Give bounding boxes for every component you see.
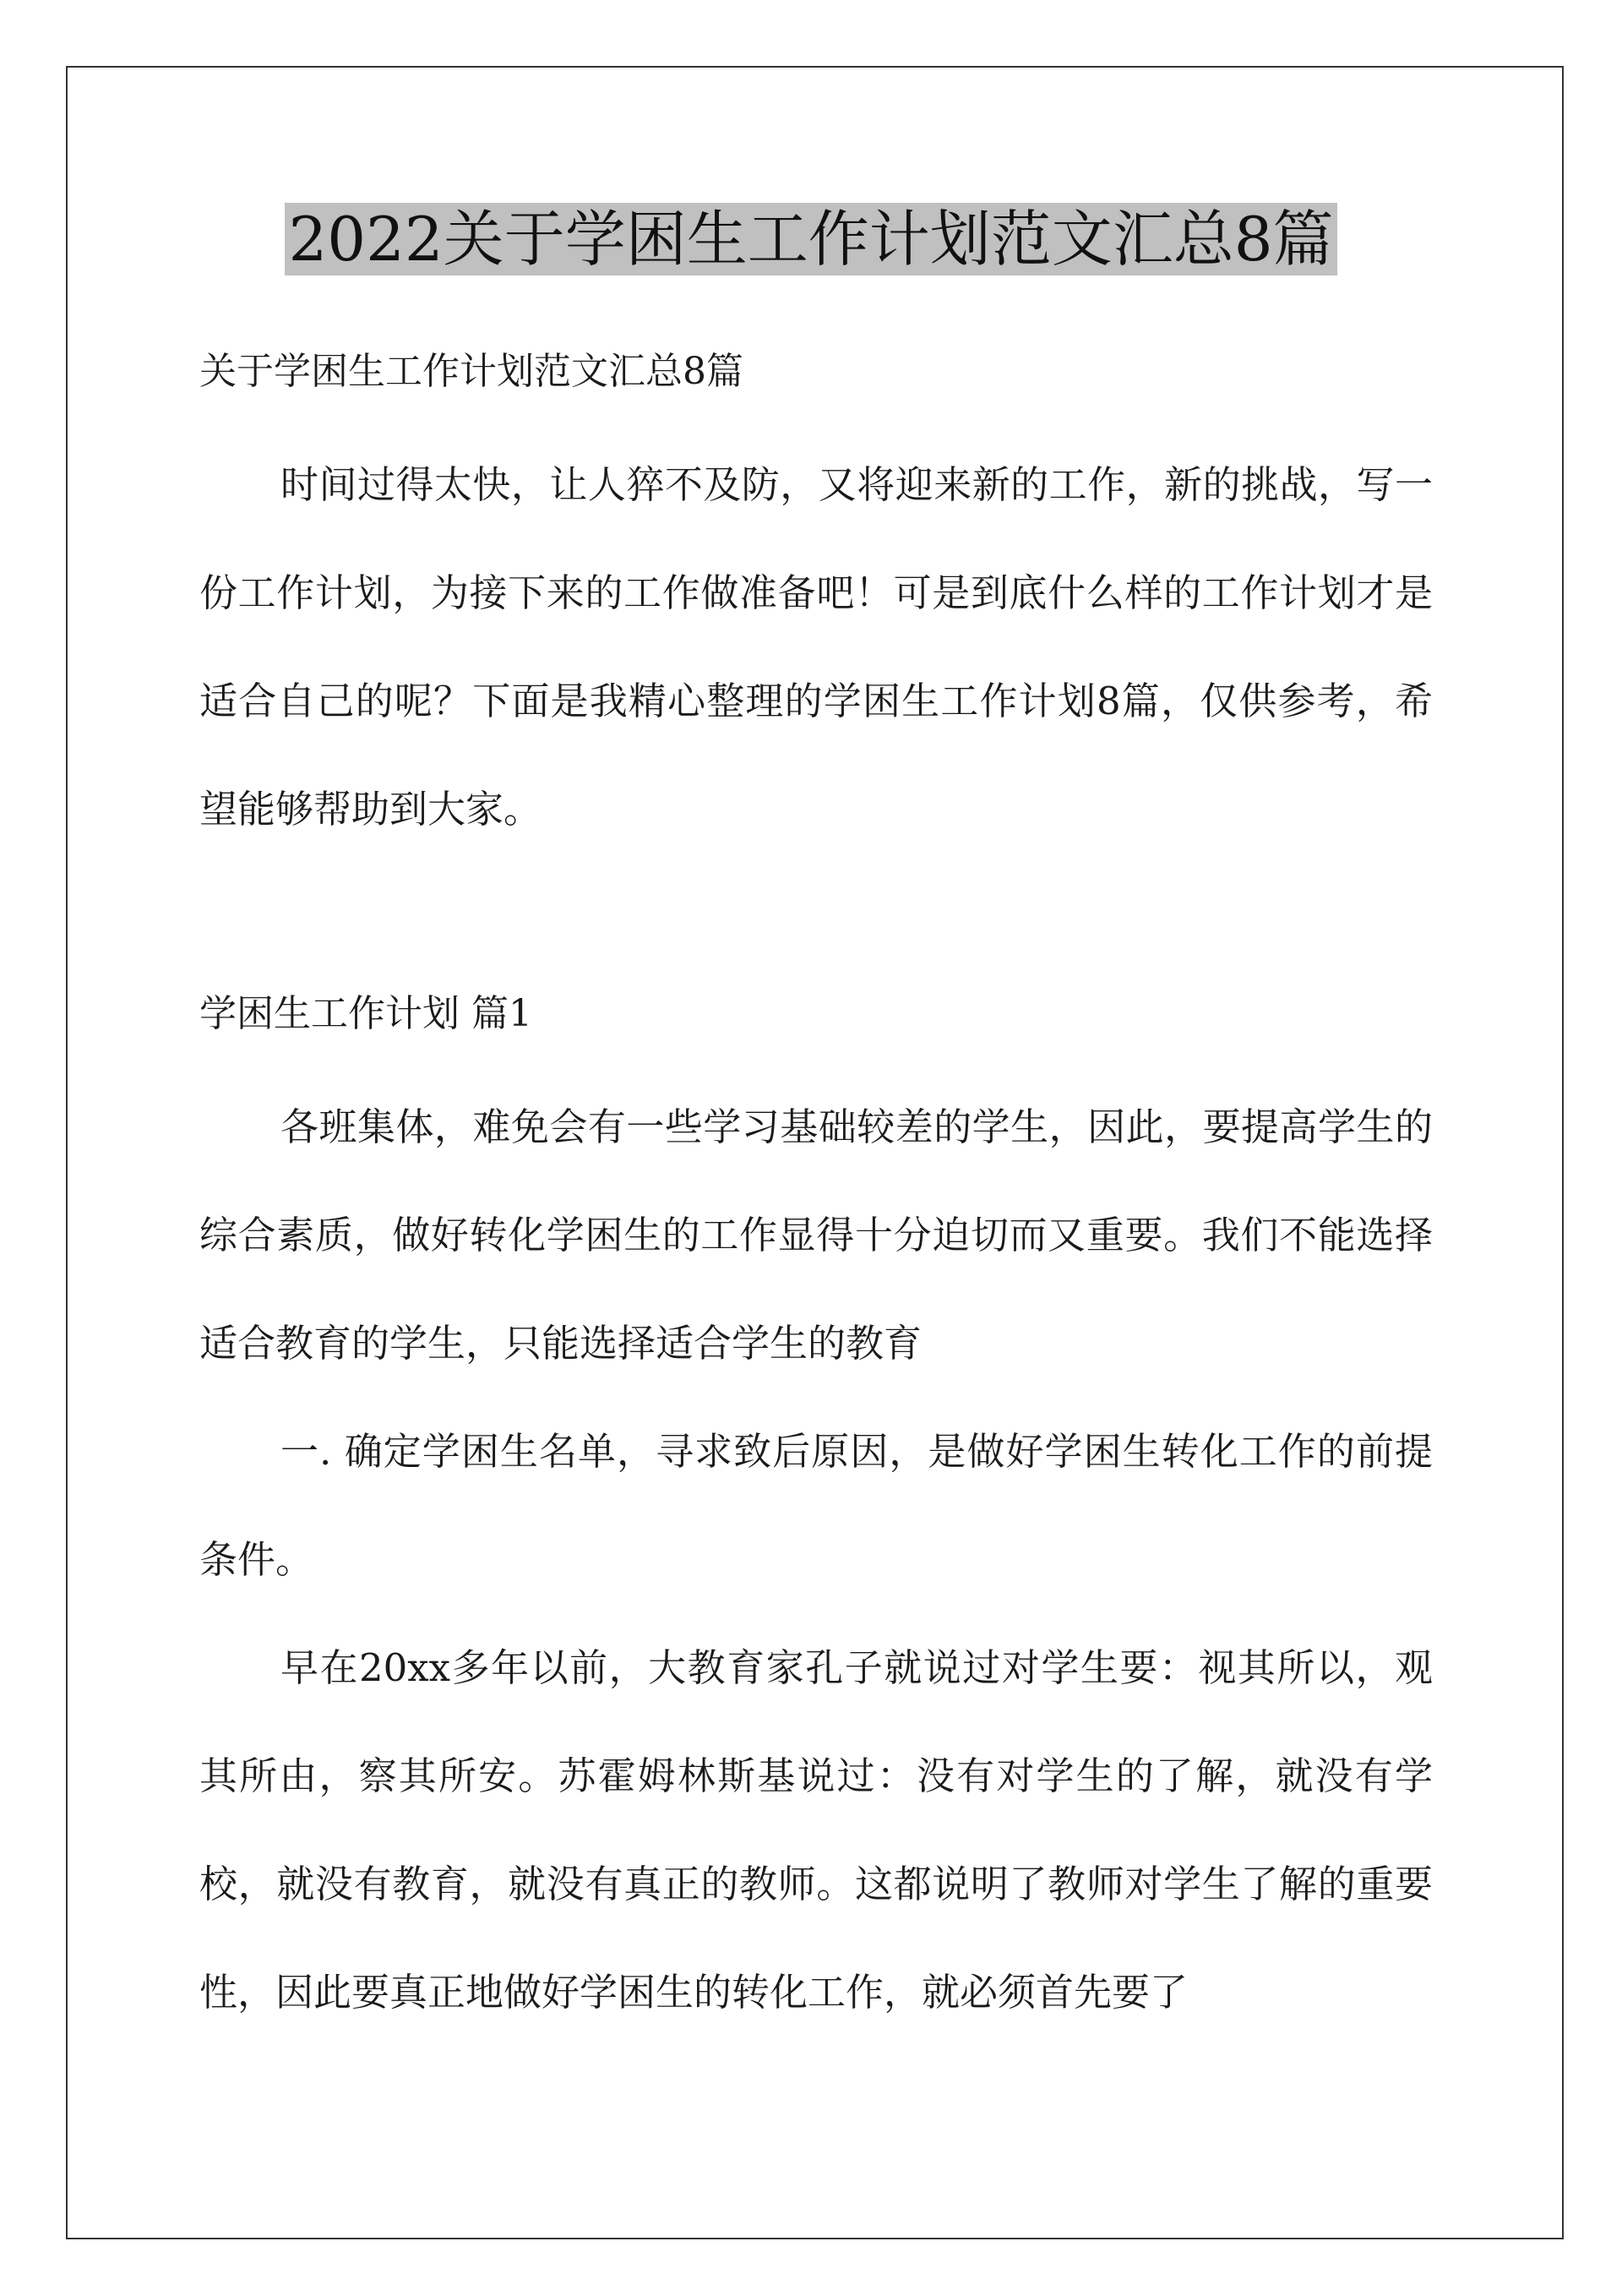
body-paragraph: 早在20xx多年以前，大教育家孔子就说过对学生要：视其所以，观其所由，察其所安。苏霍姆林斯基说过：没有对学生的了解，就没有学校，就没有教育，就没有真正的教师。这都说明了教师对学生了解的重要性，因此要真正地做好学困生的转化工作，就必须首先要了	[199, 1645, 1433, 2015]
title-container	[0, 203, 1622, 275]
document-subtitle: 关于学困生工作计划范文汇总8篇	[199, 350, 743, 393]
intro-paragraph: 时间过得太快，让人猝不及防，又将迎来新的工作，新的挑战，写一份工作计划，为接下来的工作做准备吧！可是到底什么样的工作计划才是适合自己的呢？下面是我精心整理的学困生工作计划8篇，仅供参考，希望能够帮助到大家。	[199, 462, 1433, 832]
document-title: 2022关于学困生工作计划范文汇总8篇	[285, 203, 1336, 275]
section-heading: 学困生工作计划 篇1	[199, 992, 532, 1035]
body-paragraph: 各班集体，难免会有一些学习基础较差的学生，因此，要提高学生的综合素质，做好转化学困生的工作显得十分迫切而又重要。我们不能选择适合教育的学生，只能选择适合学生的教育	[199, 1104, 1433, 1366]
body-paragraph: 一. 确定学困生名单，寻求致后原因，是做好学困生转化工作的前提条件。	[199, 1429, 1433, 1582]
